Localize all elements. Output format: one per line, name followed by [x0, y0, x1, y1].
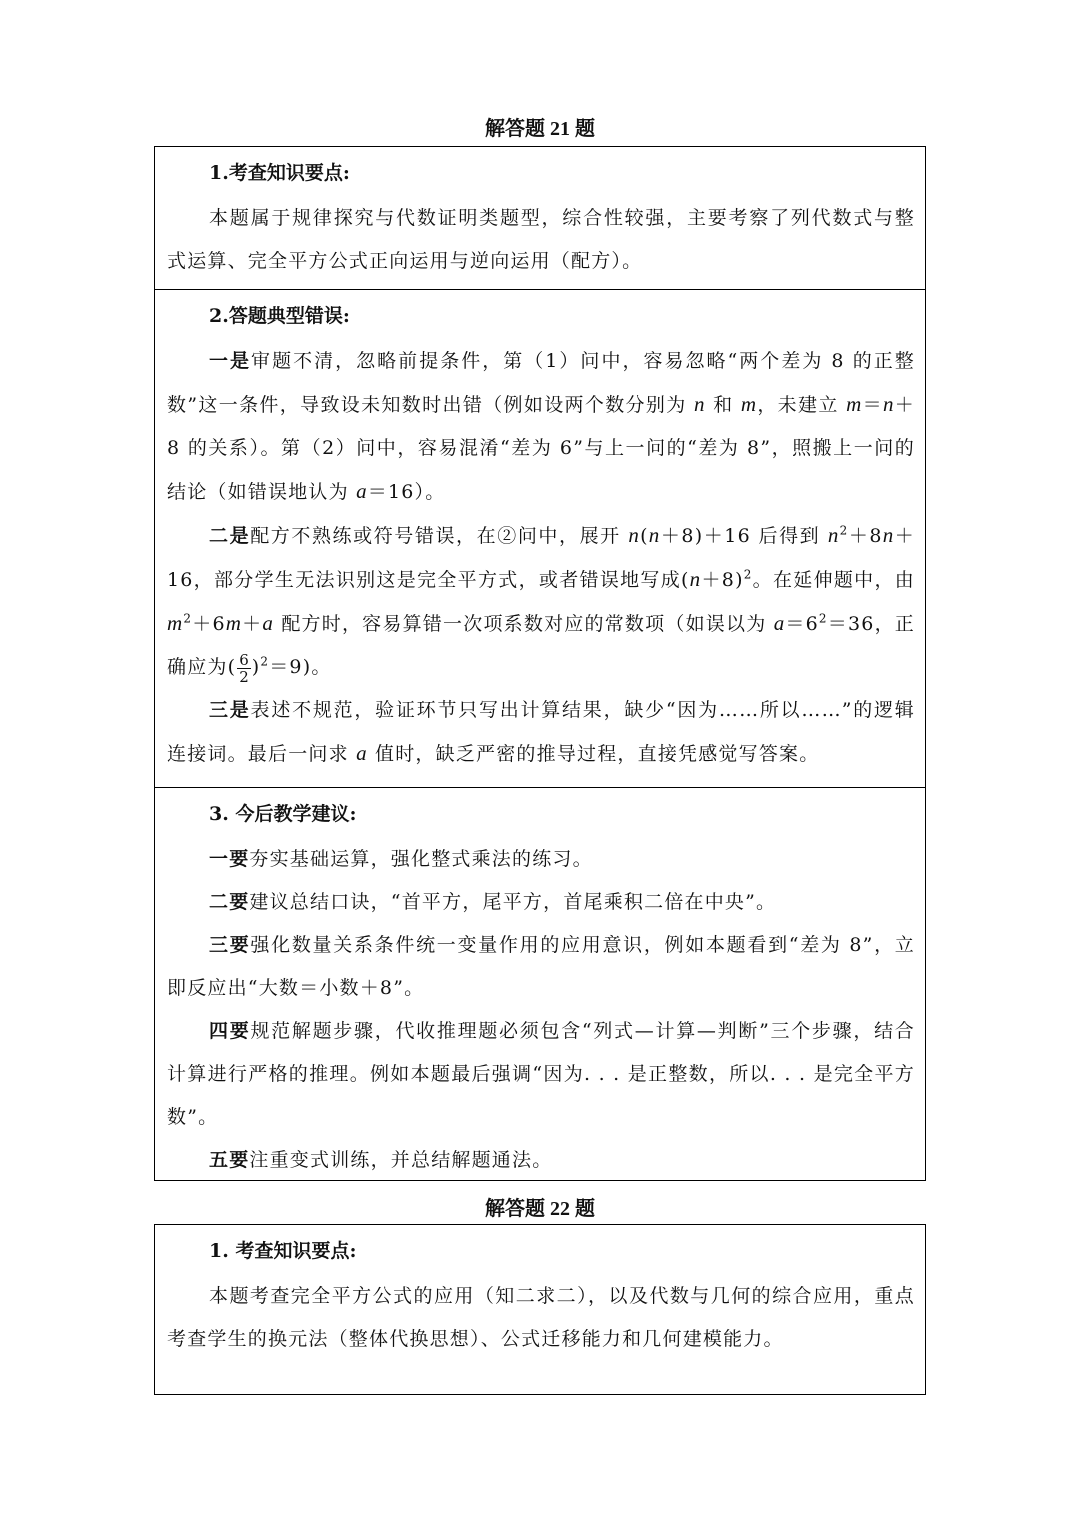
q21-error-2: 二是配方不熟练或符号错误，在②问中，展开 n(n＋8)＋16 后得到 $n^2+8n+16$，部分学生无法识别这是完全平方式，或者错误地写成$(n+8)^2$。在延伸题中，由 $m^2+6m+a$ 配方时，容易算错一次项系数对应的常数项（如误以为 $a=6^2=36$，正确应为( $\frac{6}{2}$ )$^2$＝9)。: [167, 523, 916, 686]
q22-table: [154, 1224, 926, 1395]
q21-suggestion-2: 二要建议总结口诀，“首平方，尾平方，首尾乘积二倍在中央”。: [209, 891, 777, 913]
q21-knowledge-text: 本题属于规律探究与代数证明类题型，综合性较强，主要考察了列代数式与整式运算、完全平方公式正向运用与逆向运用（配方）。: [167, 207, 915, 272]
q21-knowledge-title: 1.考查知识要点:: [209, 162, 350, 184]
q22-knowledge-text: 本题考查完全平方公式的应用（知二求二），以及代数与几何的综合应用，重点考查学生的换元法（整体代换思想）、公式迁移能力和几何建模能力。: [167, 1285, 915, 1350]
q21-suggestion-1: 一要夯实基础运算，强化整式乘法的练习。: [209, 848, 593, 870]
q21-error-1: 一是审题不清，忽略前提条件，第（1）问中，容易忽略“两个差为 8 的正整数”这一条件，导致设未知数时出错（例如设两个数分别为 n 和 m，未建立 m＝n＋8 的关系）。第（2）问中，容易混淆“差为 6”与上一问的“差为 8”，照搬上一问的结论（如错误地认为 a＝16）。: [167, 350, 915, 503]
q21-suggestion-4: 四要规范解题步骤，代收推理题必须包含“列式—计算—判断”三个步骤，结合计算进行严格的推理。例如本题最后强调“因为. . . 是正整数，所以. . . 是完全平方数”。: [167, 1020, 915, 1128]
q21-errors-title: 2.答题典型错误:: [209, 305, 350, 327]
q22-knowledge-title: 1. 考查知识要点:: [209, 1240, 357, 1262]
q21-suggestions-title: 3. 今后教学建议:: [209, 803, 357, 825]
fraction-six-over-two: $\frac{6}{2}$: [239, 650, 249, 686]
q22-heading: 解答题 22 题: [485, 1198, 595, 1220]
q21-suggestions-section: [155, 788, 925, 1180]
q21-table: [154, 146, 926, 1181]
q21-suggestion-3: 三要强化数量关系条件统一变量作用的应用意识，例如本题看到“差为 8”，立即反应出“大数＝小数＋8”。: [167, 934, 915, 999]
q22-knowledge-section: [155, 1225, 925, 1394]
q21-suggestion-5: 五要注重变式训练，并总结解题通法。: [209, 1149, 553, 1171]
q21-knowledge-section: [155, 147, 925, 290]
q21-errors-section: [155, 290, 925, 788]
q21-error-3: 三是表述不规范，验证环节只写出计算结果，缺少“因为……所以……”的逻辑连接词。最后一问求 a 值时，缺乏严密的推导过程，直接凭感觉写答案。: [167, 699, 916, 765]
q21-heading: 解答题 21 题: [485, 118, 595, 140]
